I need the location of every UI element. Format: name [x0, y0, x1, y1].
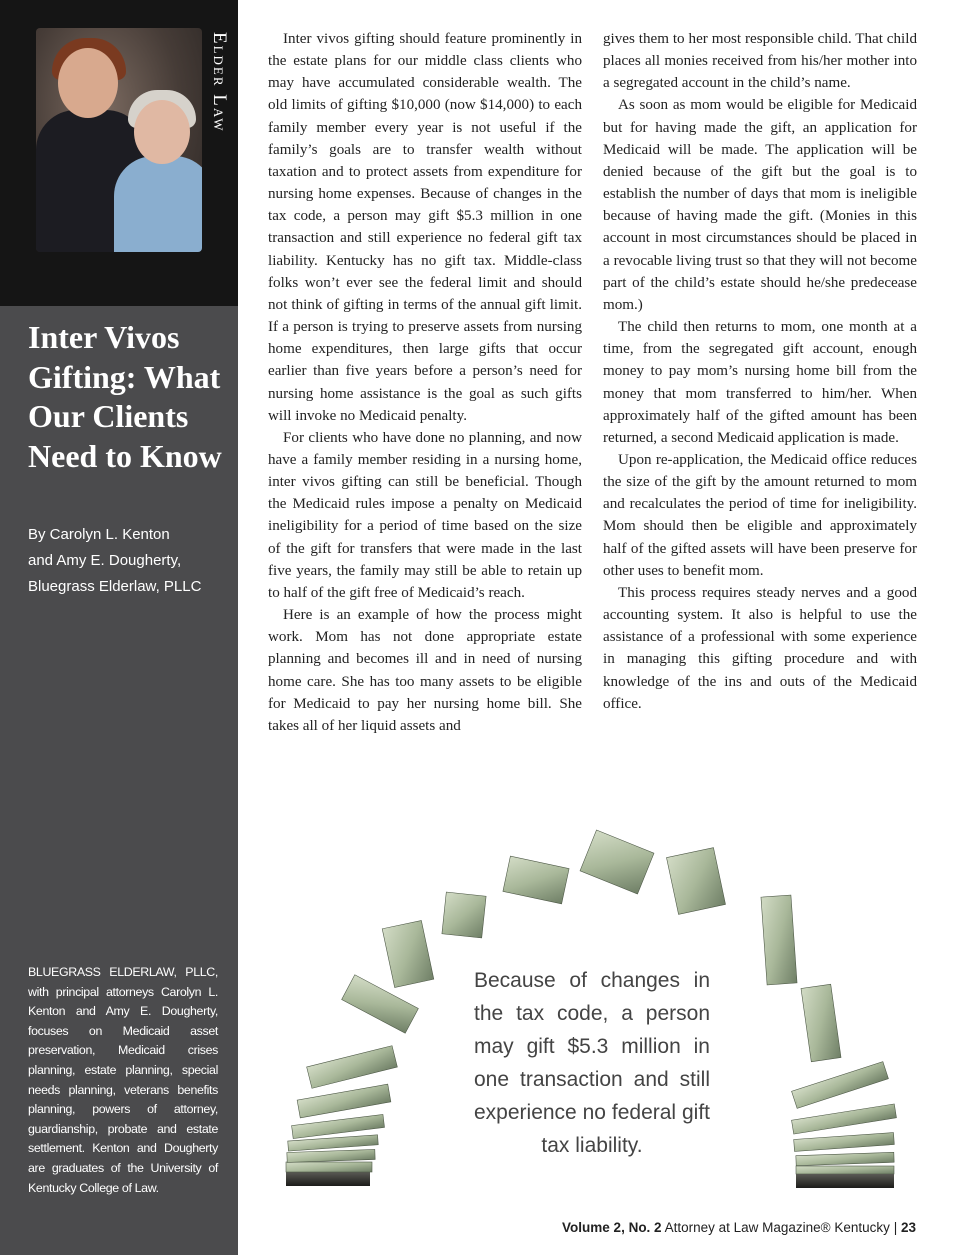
- author-one-head: [58, 48, 118, 118]
- paragraph: The child then returns to mom, one month at a time, from the segregated gift account, enough money to pay mom’s nursing home bill from the money that mom transferred to him/her. When approximately half of the gifted amount has been returned, a second Medicaid application is made.: [603, 319, 917, 446]
- floating-bills: [503, 830, 726, 914]
- paragraph: Inter vivos gifting should feature prominently in the estate plans for our middle class clients who may have accumulated considerable wealth. The old limits of gifting $10,000 (now $14,000) to each family member every year is not useful if the family’s goals are to transfer wealth without taxation and to protect assets from expenditure for nursing home expenses. Because of changes in the tax code, a person may gift $5.3 million in one transaction and still experience no federal gift tax liability. Kentucky has no gift tax. Middle-class folks won’t ever see the federal limit and should not think of gifting in terms of the annual gift limit. If a person is trying to preserve assets from nursing home expenditures, then large gifts that occur earlier than five years before a person’s need for nursing home assistance is the goal as such gifts will invoke no Medicaid penalty.: [268, 31, 582, 424]
- paragraph-continuation: gives them to her most responsible child. That child places all monies received from his/her mother into a segregated account in the child’s name.: [603, 31, 917, 92]
- issue-volume: Volume 2, No. 2: [562, 1220, 662, 1235]
- author-photo: [36, 28, 202, 252]
- byline-line: Bluegrass Elderlaw, PLLC: [28, 578, 202, 595]
- left-bill-stack: [286, 892, 486, 1186]
- author-bio: BLUEGRASS ELDERLAW, PLLC, with principal attorneys Carolyn L. Kenton and Amy E. Dougherty, focuses on Medicaid asset preservation, Medicaid crises planning, estate planning, special needs planning, veterans benefits planning, powers of attorney, guardianship, probate and estate settlement. Kenton and Dougherty are graduates of the University of Kentucky College of Law.: [28, 965, 218, 1195]
- paragraph: Upon re-application, the Medicaid office reduces the size of the gift by the amount returned to mom and recalculates the period of time for ineligibility. Mom should then be eligible and approximately half of the gifted assets will have been preserve for other uses to benefit mom.: [603, 451, 917, 579]
- sidebar: [0, 0, 238, 1255]
- page-footer: [562, 1220, 916, 1235]
- byline-line: and Amy E. Dougherty,: [28, 552, 182, 569]
- paragraph: For clients who have done no planning, and now have a family member residing in a nursing home, inter vivos gifting can still be beneficial. Though the Medicaid rules impose a penalty on Medicaid ineligibility for a period of time based on the size of the gift for transfers that were made in the last five years, the family may still be able to retain up to half of the gift free of Medicaid’s reach.: [268, 429, 582, 601]
- byline: [28, 522, 234, 600]
- article-column-right: [603, 28, 917, 715]
- footer-separator: |: [893, 1220, 898, 1235]
- byline-line: By Carolyn L. Kenton: [28, 526, 170, 543]
- photo-band: [0, 0, 238, 306]
- paragraph: As soon as mom would be eligible for Medicaid but for having made the gift, an application for Medicaid will be made. The application will be denied because of the gift but the goal is to establish the number of days that mom is ineligible because of having made the gift. (Monies in this account in most circumstances should be placed in a revocable living trust so that they will not become part of the child’s estate should he/she predecease mom.): [603, 97, 917, 313]
- paragraph: Here is an example of how the process might work. Mom has not done appropriate estate planning and becomes ill and in need of nursing home care. She has too many assets to be eligible for Medicaid to pay her nursing home bill. She takes all of her liquid assets and: [268, 607, 582, 734]
- right-bill-stack: [761, 895, 896, 1188]
- pull-quote: Because of changes in the tax code, a person may gift $5.3 million in one transaction and still experience no federal gift tax liability.: [474, 969, 710, 1157]
- magazine-name: Attorney at Law Magazine® Kentucky: [664, 1220, 890, 1235]
- article-title: Inter Vivos Gifting: What Our Clients Need to Know: [28, 319, 222, 474]
- paragraph: This process requires steady nerves and a good accounting system. It also is helpful to use the assistance of a professional with some experience in managing this gifting procedure and with knowledge of the ins and outs of the Medicaid office.: [603, 584, 917, 712]
- author-two-figure: [114, 156, 202, 252]
- page-number: 23: [900, 1220, 916, 1235]
- section-tag: Elder Law: [209, 32, 230, 133]
- author-two-head: [134, 100, 190, 164]
- article-column-left: [268, 28, 582, 737]
